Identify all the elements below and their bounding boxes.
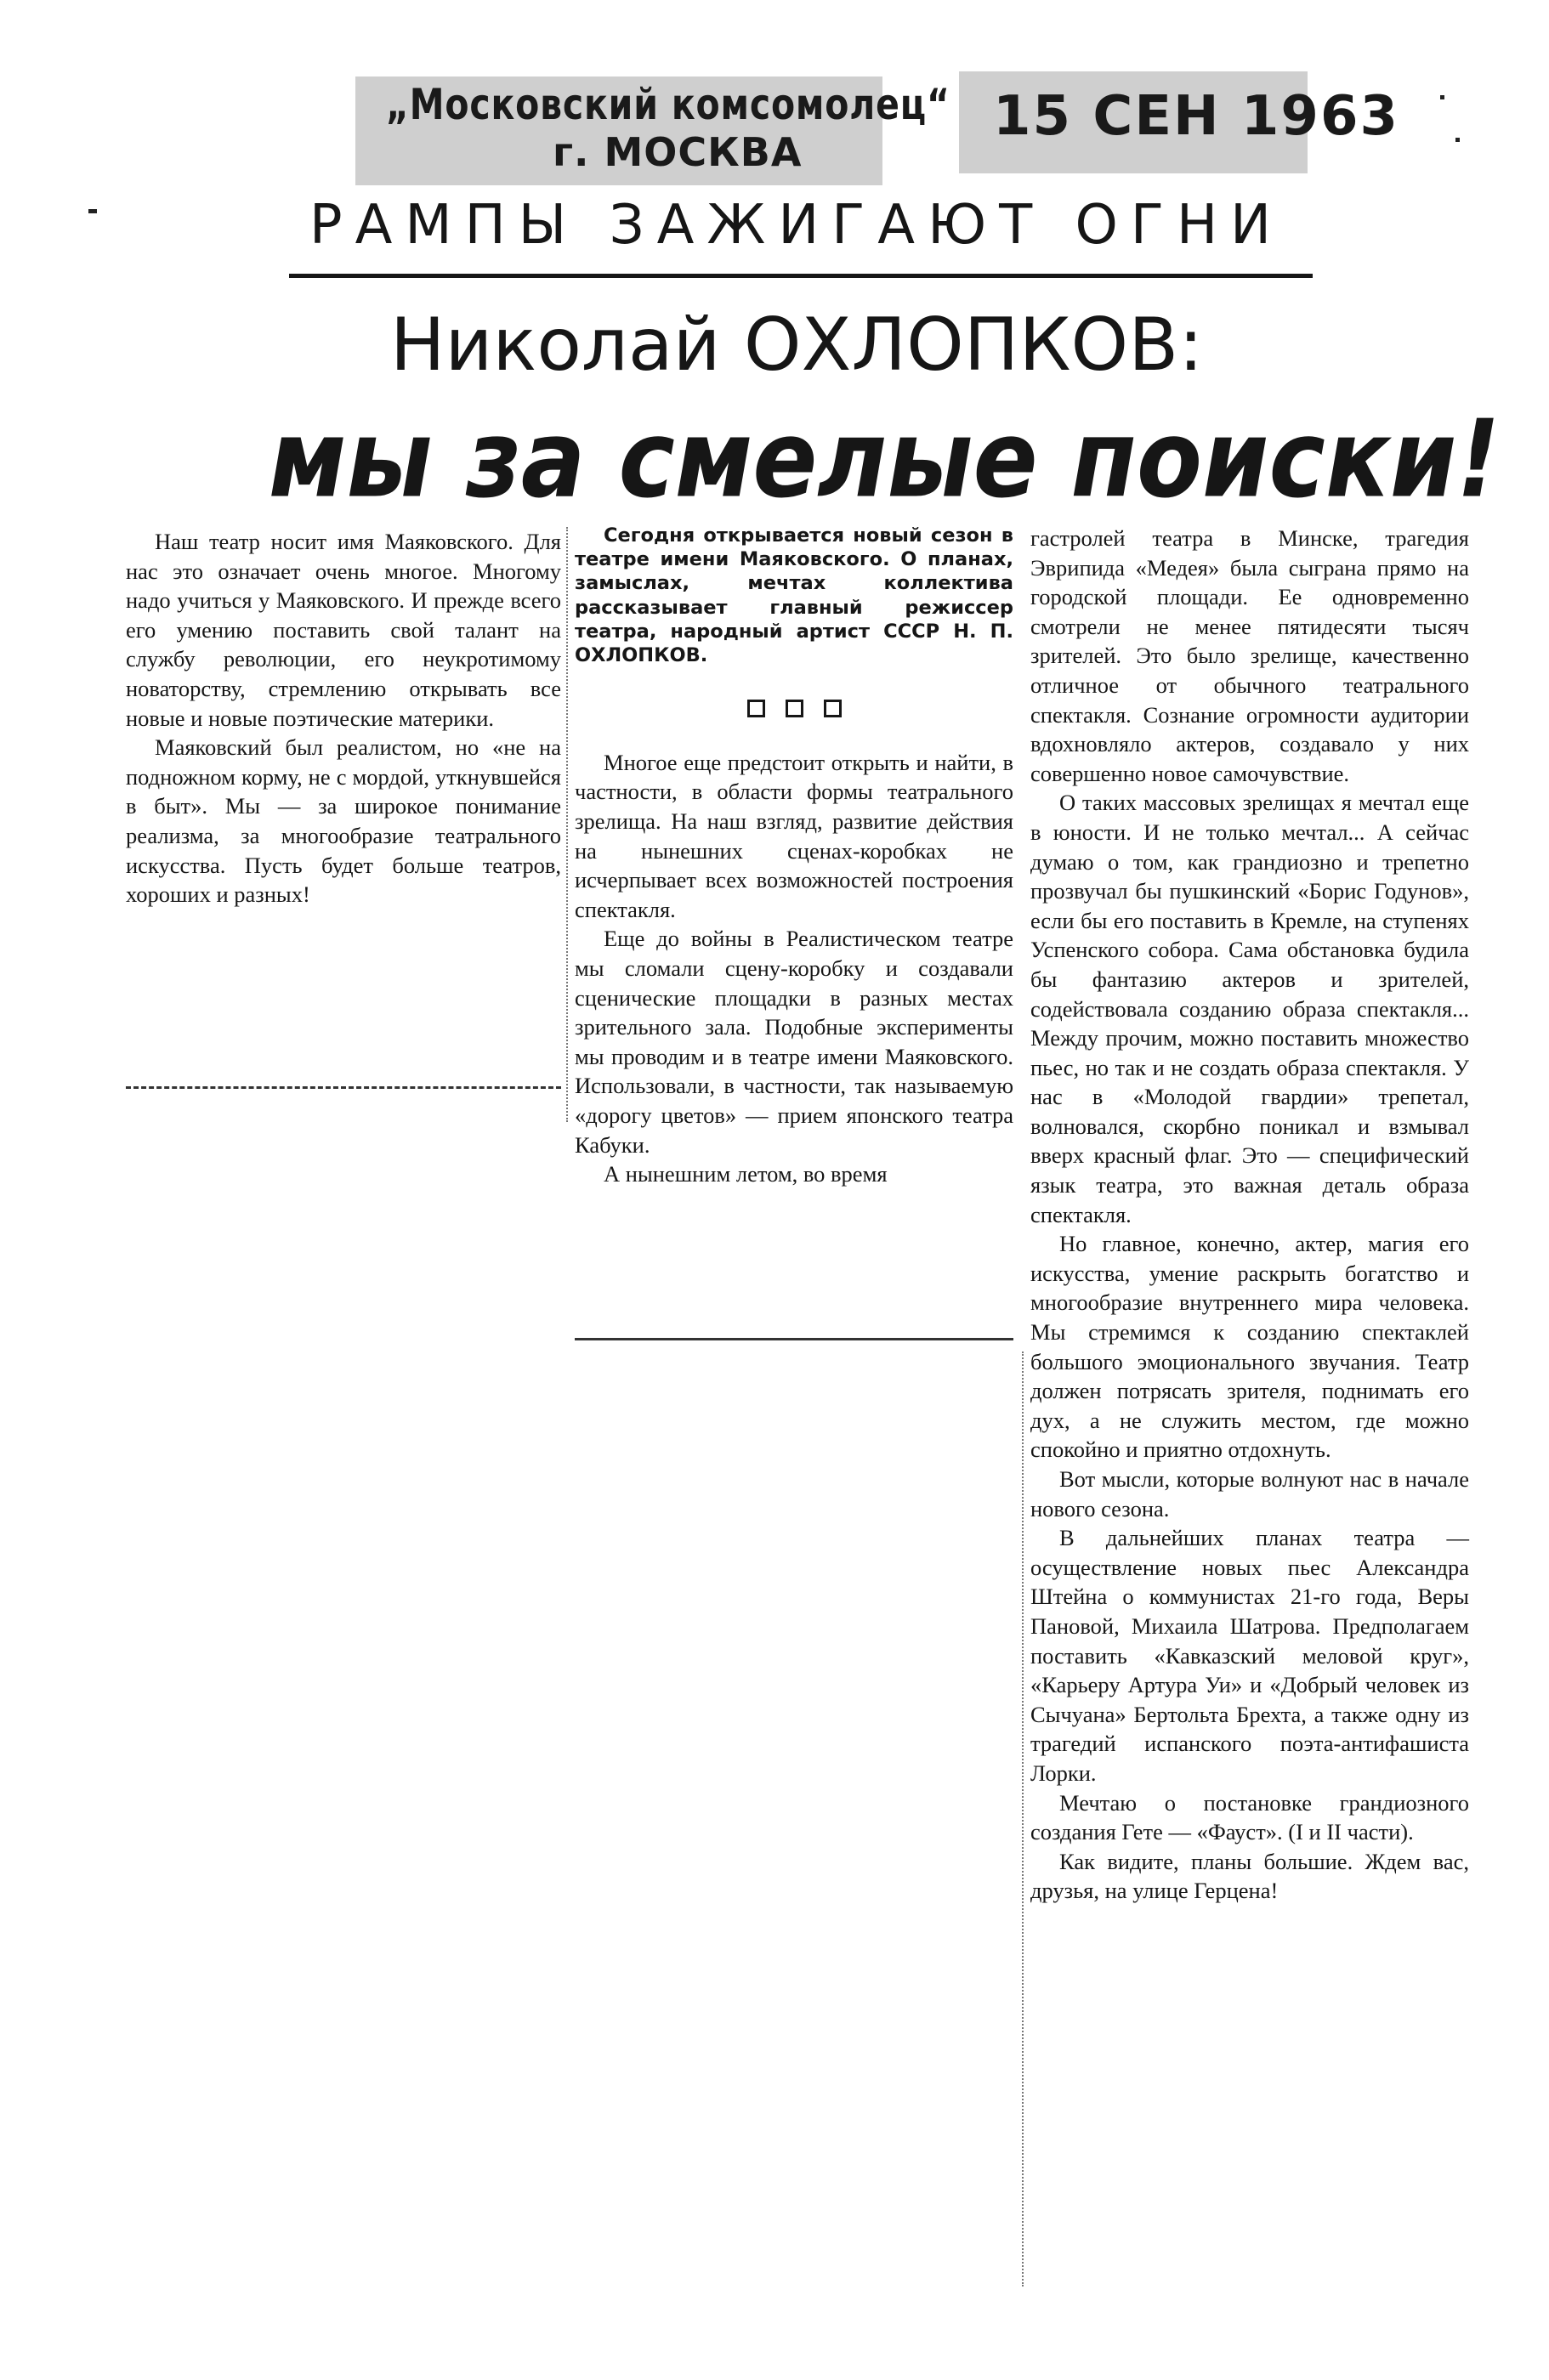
paragraph: Наш театр носит имя Маяковского. Для нас это означает очень многое. Многому надо учиться у Маяковского. И прежде всего его умению поставить свой талант на службу революции, его неукротимому новаторству, стремлению открывать все новые и новые поэтические материки. bbox=[126, 529, 561, 731]
stamp-newspaper-name: „Московский комсомолец“ bbox=[386, 80, 950, 129]
newspaper-source-stamp bbox=[355, 76, 950, 185]
column-left bbox=[126, 527, 561, 910]
stamp-city: г. МОСКВА bbox=[553, 129, 803, 175]
margin-mark bbox=[1455, 138, 1460, 142]
square-ornament-icon bbox=[824, 700, 842, 717]
paragraph: Как видите, планы большие. Ждем вас, друзья, на улице Герцена! bbox=[1030, 1848, 1469, 1904]
column-divider bbox=[126, 1086, 561, 1089]
section-break bbox=[575, 696, 1013, 726]
paragraph: Еще до войны в Реалистическом театре мы сломали сцену-коробку и создавали сценические площадки в разных местах зрительного зала. Подобные эксперименты мы проводим и в театре имени Маяковского. Использовали, в частности, так называемую «дорогу цветов» — прием японского театра Кабуки. bbox=[575, 926, 1013, 1158]
stamp-date-text: 15 СЕН 1963 bbox=[993, 85, 1399, 148]
date-stamp bbox=[959, 71, 1399, 173]
paragraph: гастролей театра в Минске, трагедия Эврипида «Медея» была сыграна прямо на городской площади. Ее одновременно смотрели не менее пятидесяти тысяч зрителей. Это было зрелище, качественно отличное от обычного театрального спектакля. Сознание огромности аудитории вдохновляло актеров, создавало у них совершенно новое самочувствие. bbox=[1030, 525, 1469, 786]
column-right bbox=[1030, 524, 1469, 1906]
paragraph: О таких массовых зрелищах я мечтал еще в юности. И не только мечтал... А сейчас думаю о том, как грандиозно и трепетно прозвучал бы пушкинский «Борис Годунов», если бы его поставить в Кремле, на ступенях Успенского собора. Сама обстановка будила бы фантазию актеров и зрителей, содействовала созданию образа спектакля... Между прочим, можно поставить множество пьес, но так и не создать образа спектакля. У нас в «Молодой гвардии» трепетал, волновался, скорбно поникал и взмывал вверх красный флаг. Это — специфический язык театра, это важная деталь образа спектакля. bbox=[1030, 790, 1469, 1227]
paragraph: А нынешним летом, во время bbox=[604, 1161, 888, 1187]
paragraph: Мечтаю о постановке грандиозного создания Гете — «Фауст». (I и II части). bbox=[1030, 1789, 1469, 1845]
paragraph: Вот мысли, которые волнуют нас в начале нового сезона. bbox=[1030, 1466, 1469, 1522]
rubric-underline bbox=[289, 274, 1313, 278]
margin-mark bbox=[88, 209, 97, 213]
rubric-heading: РАМПЫ ЗАЖИГАЮТ ОГНИ bbox=[309, 194, 1284, 257]
paragraph: Многое еще предстоит открыть и найти, в частности, в области формы театрального зрелища. На наш взгляд, развитие действия на нынешних сценах-коробках не исчерпывает всех возможностей построения спектакля. bbox=[575, 749, 1013, 922]
article-headline: мы за смелые поиски! bbox=[269, 398, 1501, 522]
square-ornament-icon bbox=[786, 700, 803, 717]
column-divider bbox=[1022, 1352, 1024, 2286]
margin-mark bbox=[1440, 95, 1444, 99]
square-ornament-icon bbox=[747, 700, 765, 717]
column-divider bbox=[575, 1338, 1013, 1340]
author-heading: Николай ОХЛОПКОВ: bbox=[389, 303, 1204, 388]
column-divider bbox=[566, 527, 568, 1122]
paragraph: Маяковский был реалистом, но «не на подножном корму, не с мордой, уткнувшейся в быт». Мы — за широкое понимание реализма, за многообразие театрального искусства. Пусть будет больше театров, хороших и разных! bbox=[126, 734, 561, 908]
column-middle bbox=[575, 524, 1013, 1189]
paragraph: В дальнейших планах театра — осуществление новых пьес Александра Штейна о коммунистах 21-го года, Веры Пановой, Михаила Шатрова. Предполагаем поставить «Кавказский меловой круг», «Карьеру Артура Уи» и «Добрый человек из Сычуана» Бертольта Брехта, а также одну из трагедий испанского поэта-антифашиста Лорки. bbox=[1030, 1525, 1469, 1786]
paragraph: Но главное, конечно, актер, магия его искусства, умение раскрыть богатство и многообразие внутреннего мира человека. Мы стремимся к созданию спектаклей большого эмоционального звучания. Театр должен потрясать зрителя, поднимать его дух, а не служить местом, где можно спокойно и приятно отдохнуть. bbox=[1030, 1231, 1469, 1463]
lead-paragraph: Сегодня открывается новый сезон в театре имени Маяковского. О планах, замыслах, мечтах коллектива рассказывает главный режиссер театра, народный артист СССР Н. П. ОХЛОПКОВ. bbox=[575, 524, 1013, 667]
